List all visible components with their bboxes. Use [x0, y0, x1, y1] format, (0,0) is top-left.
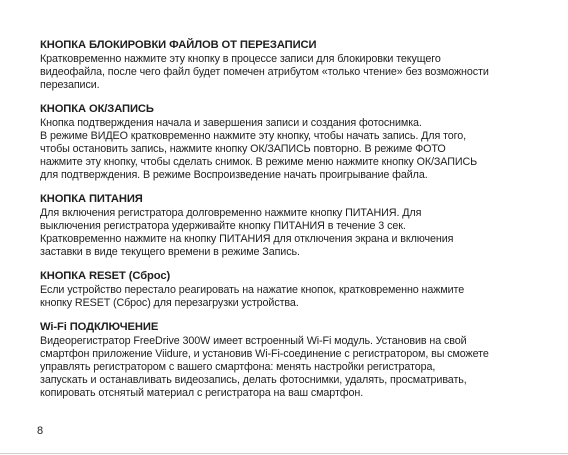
para-line: Для включения регистратора долговременно нажмите кнопку ПИТАНИЯ. Для [40, 207, 422, 219]
para-line: кнопку RESET (Сброс) для перезагрузки устройства. [40, 297, 299, 309]
para-line: видеофайла, после чего файл будет помечен атрибутом «только чтение» без возможности [40, 66, 489, 78]
para-line: управлять регистратором с вашего смартфона: менять настройки регистратора, [40, 361, 436, 373]
para-line: копировать отснятый материал с регистратора на ваш смартфон. [40, 387, 364, 399]
section-file-lock-button [40, 39, 536, 92]
section-heading: КНОПКА RESET (Сброс) [40, 270, 171, 282]
para-line: Если устройство перестало реагировать на нажатие кнопок, кратковременно нажмите [40, 284, 465, 296]
section-heading: КНОПКА ОК/ЗАПИСЬ [40, 103, 154, 115]
para-line: заставки в виде текущего времени в режиме Запись. [40, 246, 300, 258]
page-number: 8 [37, 425, 44, 437]
para-line: выключения регистратора удерживайте кнопку ПИТАНИЯ в течение 3 сек. [40, 220, 406, 232]
para-line: перезаписи. [40, 79, 100, 91]
manual-page-content [40, 39, 536, 411]
para-line: В режиме ВИДЕО кратковременно нажмите эту кнопку, чтобы начать запись. Для того, [40, 130, 466, 142]
section-power-button [40, 193, 536, 259]
para-line: Кратковременно нажмите на кнопку ПИТАНИЯ для отключения экрана и включения [40, 233, 454, 245]
section-ok-record-button [40, 103, 536, 182]
para-line: нажмите эту кнопку, чтобы сделать снимок. В режиме меню нажмите кнопку ОК/ЗАПИСЬ [40, 156, 478, 168]
para-line: запускать и останавливать видеозапись, делать фотоснимки, удалять, просматривать, [40, 374, 467, 386]
section-reset-button [40, 270, 536, 310]
para-line: Видеорегистратор FreeDrive 300W имеет встроенный Wi-Fi модуль. Установив на свой [40, 335, 467, 347]
para-line: для подтверждения. В режиме Воспроизведение начать проигрывание файла. [40, 169, 428, 181]
para-line: чтобы остановить запись, нажмите кнопку ОК/ЗАПИСЬ повторно. В режиме ФОТО [40, 143, 446, 155]
para-line: смартфон приложение Viidure, и установив Wi-Fi-соединение с регистратором, вы сможете [40, 348, 489, 360]
para-line: Кнопка подтверждения начала и завершения записи и создания фотоснимка. [40, 117, 422, 129]
section-wifi-connection [40, 321, 536, 400]
section-heading: КНОПКА ПИТАНИЯ [40, 193, 143, 205]
bottom-divider [0, 453, 568, 454]
section-heading: Wi-Fi ПОДКЛЮЧЕНИЕ [40, 321, 159, 333]
para-line: Кратковременно нажмите эту кнопку в процессе записи для блокировки текущего [40, 53, 441, 65]
section-heading: КНОПКА БЛОКИРОВКИ ФАЙЛОВ ОТ ПЕРЕЗАПИСИ [40, 39, 317, 51]
